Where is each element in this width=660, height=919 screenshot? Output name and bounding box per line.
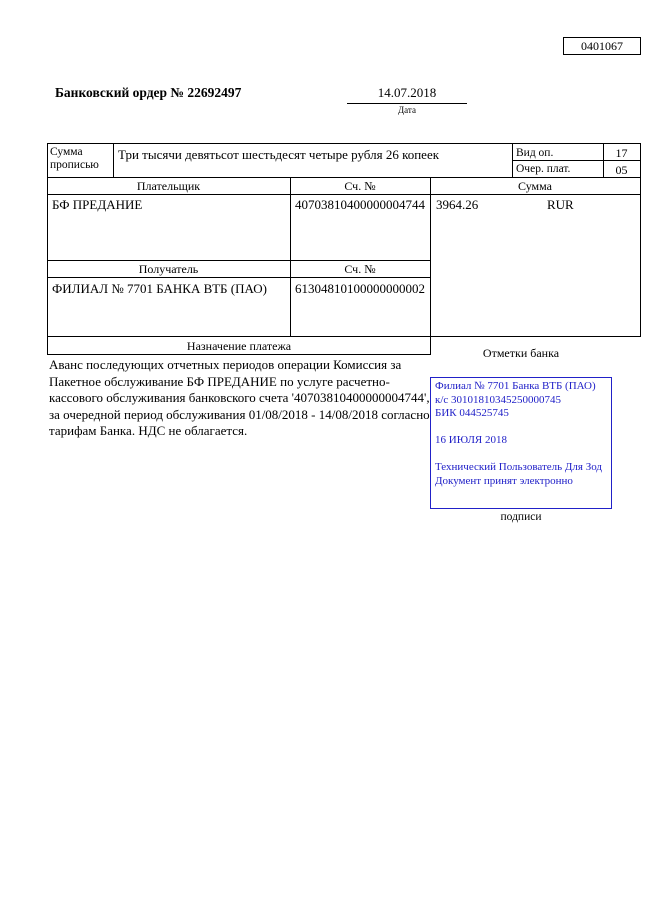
table-border [290, 177, 291, 336]
receiver-header: Получатель [138, 262, 199, 276]
stamp-line: 16 ИЮЛЯ 2018 [435, 434, 507, 446]
currency-code: RUR [547, 197, 574, 212]
table-border [640, 143, 641, 336]
amount-value: 3964.26 [436, 197, 479, 212]
operation-type-value: 17 [615, 146, 628, 160]
table-border [47, 277, 431, 278]
amount-in-words: Три тысячи девятьсот шестьдесят четыре рубля 26 копеек [118, 147, 440, 162]
payment-priority-label: Очер. плат. [516, 163, 571, 175]
operation-type-label: Вид оп. [516, 147, 554, 159]
table-border [47, 177, 641, 178]
stamp-line [435, 448, 607, 462]
table-border [512, 143, 513, 177]
payment-purpose-text: Аванс последующих отчетных периодов операции Комиссия за Пакетное обслуживание БФ ПРЕДАНИЕ по услуге расчетно-кассового обслуживания банковского счета '40703810400000004744', за очередной период обслуживания 01/08/2018 - 14/08/2018 согласно тарифам Банка. НДС не облагается. [49, 357, 430, 438]
table-border [47, 143, 48, 354]
signatures-label: подписи [500, 511, 542, 523]
receiver-account-header: Сч. № [344, 262, 376, 276]
payer-account-header: Сч. № [344, 179, 376, 193]
amount-in-words-label: Сумма прописью [50, 146, 99, 171]
payer-name: БФ ПРЕДАНИЕ [52, 197, 143, 212]
stamp-line: Филиал № 7701 Банка ВТБ (ПАО) [435, 380, 596, 392]
receiver-account: 61304810100000000002 [295, 281, 425, 296]
receiver-name: ФИЛИАЛ № 7701 БАНКА ВТБ (ПАО) [52, 281, 267, 296]
bank-marks-header: Отметки банка [482, 346, 560, 360]
bank-stamp [430, 377, 612, 509]
table-border [47, 260, 431, 261]
stamp-line: Документ принят электронно [435, 474, 573, 487]
amount-header: Сумма [518, 179, 552, 193]
date-label: Дата [398, 105, 416, 115]
table-border [430, 177, 431, 354]
payment-purpose-header: Назначение платежа [186, 339, 292, 353]
payer-header: Плательщик [136, 179, 201, 193]
payer-account: 40703810400000004744 [295, 197, 425, 212]
stamp-line: БИК 044525745 [435, 407, 509, 419]
document-title: Банковский ордер № 22692497 [55, 85, 242, 100]
stamp-line [435, 421, 607, 435]
table-border [47, 194, 641, 195]
table-border [113, 143, 114, 177]
payment-priority-value: 05 [615, 163, 628, 177]
stamp-line: к/с 30101810345250000745 [435, 393, 562, 406]
stamp-line: Технический Пользователь Для Зод [435, 461, 603, 473]
date-value: 14.07.2018 [377, 85, 437, 100]
table-border [47, 143, 641, 144]
form-code: 0401067 [563, 37, 641, 55]
table-border [47, 336, 641, 337]
table-border [47, 354, 431, 355]
date-underline [347, 103, 467, 104]
